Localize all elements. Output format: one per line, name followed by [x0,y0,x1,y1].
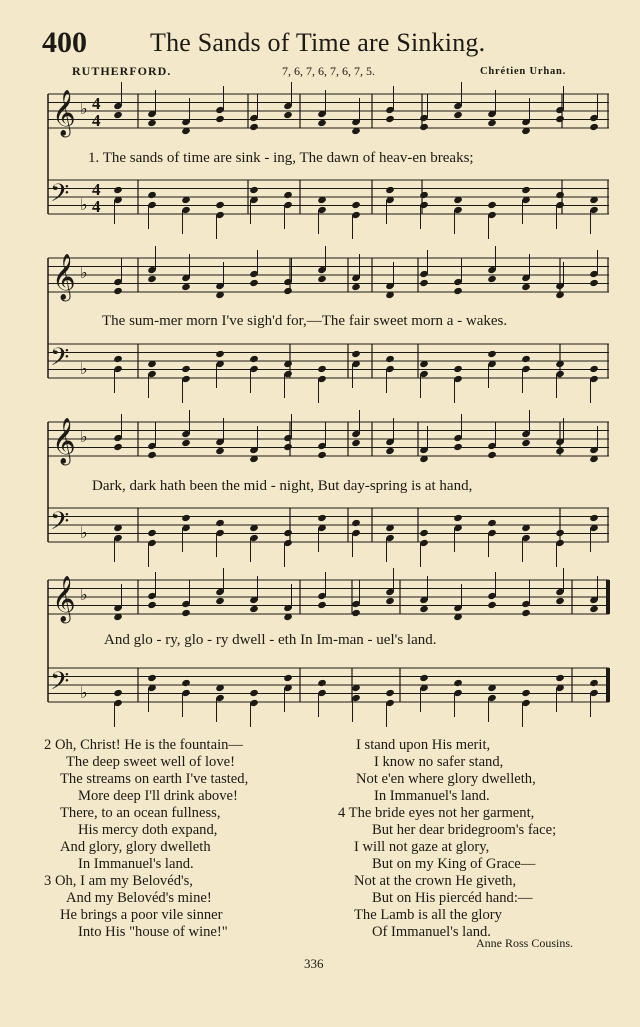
note-head [317,679,327,687]
hymn-title: The Sands of Time are Sinking. [150,28,486,57]
note-head [521,283,531,291]
verse-line: The Lamb is all the glory [354,907,502,923]
note-head [215,597,225,605]
note-head [317,275,327,283]
lyric-line-1: 1. The sands of time are sink - ing, The dawn of heav-en breaks; [88,150,474,166]
note-head [521,439,531,447]
note-head [317,601,327,609]
note-head [385,186,395,194]
note-head [249,355,259,363]
note-head [113,186,123,194]
note-head [113,443,123,451]
note-head [555,597,565,605]
note-head [215,447,225,455]
verse-line: I will not gaze at glory, [354,839,490,855]
note-head [113,111,123,119]
verse-line: And my Belovéd's mine! [66,890,212,906]
note-head [419,191,429,199]
note-head [589,514,599,522]
note-head [283,529,293,537]
note-head [555,115,565,123]
flat-icon: ♭ [80,427,88,446]
note-head [147,451,157,459]
verse-line: In Immanuel's land. [374,788,490,804]
note-head [113,689,123,697]
note-head [487,201,497,209]
composer: Chrétien Urhan. [480,66,567,77]
time-signature: 4 [92,94,101,113]
note-head [351,609,361,617]
note-head [249,123,259,131]
note-head [419,674,429,682]
note-head [351,283,361,291]
note-head [249,186,259,194]
note-head [317,451,327,459]
note-head [351,201,361,209]
note-head [419,529,429,537]
time-signature: 4 [92,197,101,216]
note-head [555,447,565,455]
note-head [555,674,565,682]
bass-clef-icon: 𝄢 [50,507,70,542]
verse-line: Of Immanuel's land. [372,924,491,940]
note-head [589,365,599,373]
verses-left [44,737,248,941]
treble-clef-icon: 𝄞 [52,254,76,300]
note-head [351,439,361,447]
treble-clef-icon: 𝄞 [52,90,76,136]
note-head [589,679,599,687]
note-head [283,287,293,295]
note-head [521,689,531,697]
verse-line: 4 The bride eyes not her garment, [338,805,535,821]
note-head [317,365,327,373]
lyric-line-2: The sum-mer morn I've sigh'd for,—The fair sweet morn a - wakes. [102,313,508,329]
note-head [317,514,327,522]
verse-line: He brings a poor vile sinner [60,907,223,923]
note-head [147,674,157,682]
note-head [453,679,463,687]
note-head [589,605,599,613]
note-head [215,519,225,527]
note-head [283,674,293,682]
note-head [215,350,225,358]
note-head [555,191,565,199]
note-head [453,287,463,295]
verse-line: But on His piercéd hand:— [372,890,533,906]
flat-icon: ♭ [80,99,88,118]
note-head [589,279,599,287]
note-head [181,439,191,447]
note-head [453,111,463,119]
note-head [589,123,599,131]
verse-line: I stand upon His merit, [356,737,491,753]
verse-line: The streams on earth I've tasted, [60,771,249,787]
verse-line: Not at the crown He giveth, [354,873,517,889]
meter: 7, 6, 7, 6, 7, 6, 7, 5. [282,64,375,78]
note-head [147,529,157,537]
note-head [487,275,497,283]
treble-clef-icon: 𝄞 [52,418,76,464]
note-head [181,514,191,522]
note-head [215,115,225,123]
note-head [215,201,225,209]
note-head [453,514,463,522]
note-head [521,355,531,363]
note-head [521,609,531,617]
note-head [487,119,497,127]
note-head [385,447,395,455]
note-head [385,355,395,363]
note-head [351,350,361,358]
flat-icon: ♭ [80,359,88,378]
lyric-line-4: And glo - ry, glo - ry dwell - eth In Im-man - uel's land. [104,632,437,648]
note-head [283,443,293,451]
flat-icon: ♭ [80,585,88,604]
note-head [317,119,327,127]
note-head [385,597,395,605]
author-credit: Anne Ross Cousins. [476,936,574,950]
verse-line: The deep sweet well of love! [66,754,235,770]
verse-line: But her dear bridegroom's face; [372,822,557,838]
note-head [147,601,157,609]
bass-clef-icon: 𝄢 [50,667,70,702]
note-head [453,365,463,373]
note-head [487,519,497,527]
bass-clef-icon: 𝄢 [50,179,70,214]
verse-line: Not e'en where glory dwelleth, [356,771,536,787]
verse-line: And glory, glory dwelleth [60,839,211,855]
page-number: 336 [304,956,324,971]
note-head [419,279,429,287]
flat-icon: ♭ [80,523,88,542]
verse-line: His mercy doth expand, [78,822,218,838]
note-head [283,111,293,119]
note-head [249,689,259,697]
verse-line: 2 Oh, Christ! He is the fountain— [44,737,244,753]
note-head [147,191,157,199]
note-head [249,605,259,613]
note-head [181,679,191,687]
hymn-number: 400 [42,26,87,59]
note-head [521,186,531,194]
verses-right [338,737,556,941]
note-head [283,191,293,199]
lyric-line-3: Dark, dark hath been the mid - night, But day-spring is at hand, [92,478,473,494]
note-head [487,350,497,358]
note-head [385,115,395,123]
note-head [419,123,429,131]
treble-clef-icon: 𝄞 [52,576,76,622]
verse-line: In Immanuel's land. [78,856,194,872]
note-head [487,451,497,459]
verse-line: Into His "house of wine!" [78,924,228,940]
verse-line: 3 Oh, I am my Belovéd's, [44,873,193,889]
note-head [147,275,157,283]
note-head [181,609,191,617]
verse-line: But on my King of Grace— [372,856,536,872]
note-head [249,279,259,287]
verse-line: More deep I'll drink above! [78,788,238,804]
note-head [419,605,429,613]
note-head [453,443,463,451]
note-head [181,365,191,373]
note-head [351,519,361,527]
flat-icon: ♭ [80,263,88,282]
note-head [181,283,191,291]
time-signature: 4 [92,180,101,199]
note-head [555,529,565,537]
flat-icon: ♭ [80,683,88,702]
note-head [487,601,497,609]
note-head [113,355,123,363]
verse-line: I know no safer stand, [374,754,504,770]
verse-line: There, to an ocean fullness, [60,805,221,821]
tune-name: RUTHERFORD. [72,64,172,78]
flat-icon: ♭ [80,195,88,214]
bass-clef-icon: 𝄢 [50,343,70,378]
time-signature: 4 [92,111,101,130]
note-head [113,287,123,295]
note-head [147,119,157,127]
note-head [385,689,395,697]
